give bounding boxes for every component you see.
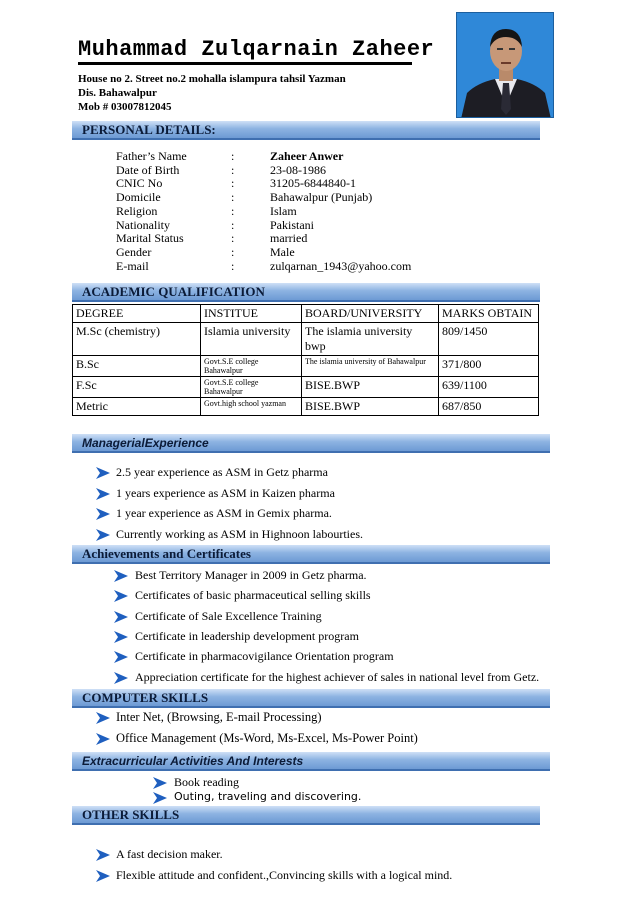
personal-detail-value: 23-08-1986 xyxy=(270,162,326,177)
bullet-arrow-icon xyxy=(96,528,110,540)
personal-detail-colon: : xyxy=(231,190,235,205)
table-cell: F.Sc xyxy=(73,377,201,398)
bullet-arrow-icon xyxy=(96,869,110,881)
person-portrait-icon xyxy=(457,13,554,118)
personal-detail-colon: : xyxy=(231,244,235,259)
list-item: 2.5 year experience as ASM in Getz pharma xyxy=(116,465,328,479)
list-item: Office Management (Ms-Word, Ms-Excel, Ms-Power Point) xyxy=(116,730,418,745)
personal-detail-value: married xyxy=(270,231,308,246)
name-underline xyxy=(78,62,412,65)
bullet-arrow-icon xyxy=(114,610,128,622)
list-item: Inter Net, (Browsing, E-mail Processing) xyxy=(116,710,322,724)
table-cell: Islamia university xyxy=(201,323,302,356)
bullet-arrow-icon xyxy=(114,569,128,581)
mobile-number: Mob # 03007812045 xyxy=(78,101,172,113)
table-cell: Govt.S.E college Bahawalpur xyxy=(201,356,302,377)
personal-detail-colon: : xyxy=(231,231,235,246)
table-row xyxy=(73,356,539,377)
table-header-cell: INSTITUE xyxy=(201,305,302,323)
personal-detail-value: Zaheer Anwer xyxy=(270,149,344,163)
list-item: Flexible attitude and confident.,Convincing skills with a logical mind. xyxy=(116,867,453,882)
personal-detail-colon: : xyxy=(231,258,235,273)
personal-detail-label: Date of Birth xyxy=(116,162,180,177)
table-cell: BISE.BWP xyxy=(302,398,439,416)
address-line-1: House no 2. Street no.2 mohalla islampura tahsil Yazman xyxy=(78,73,346,85)
bullet-arrow-icon xyxy=(96,466,110,478)
table-header-row xyxy=(73,305,539,323)
personal-detail-label: E-mail xyxy=(116,258,149,273)
section-header-academic: ACADEMIC QUALIFICATION xyxy=(72,283,540,302)
table-row xyxy=(73,323,539,356)
bullet-arrow-icon xyxy=(96,711,110,723)
table-cell: BISE.BWP xyxy=(302,377,439,398)
table-cell: Metric xyxy=(73,398,201,416)
section-header-computer: COMPUTER SKILLS xyxy=(72,689,550,708)
address-line-2: Dis. Bahawalpur xyxy=(78,87,157,99)
list-item: Best Territory Manager in 2009 in Getz pharma. xyxy=(135,568,367,582)
personal-detail-value: zulqarnan_1943@yahoo.com xyxy=(270,258,412,273)
personal-detail-value: Bahawalpur (Punjab) xyxy=(270,190,373,205)
section-header-achievements: Achievements and Certificates xyxy=(72,545,550,564)
personal-detail-value: Islam xyxy=(270,203,297,218)
list-item: 1 years experience as ASM in Kaizen pharma xyxy=(116,485,335,500)
table-cell: Govt.high school yazman xyxy=(201,398,302,416)
bullet-arrow-icon xyxy=(114,650,128,662)
table-cell: 371/800 xyxy=(439,356,539,377)
list-item: Book reading xyxy=(174,775,239,789)
personal-detail-label: CNIC No xyxy=(116,176,163,191)
table-header-cell: MARKS OBTAIN xyxy=(439,305,539,323)
bullet-arrow-icon xyxy=(153,776,167,788)
list-item: Appreciation certificate for the highest achiever of sales in national level from Getz. xyxy=(135,669,540,684)
list-item: Outing, traveling and discovering. xyxy=(174,789,362,803)
table-row xyxy=(73,398,539,416)
bullet-arrow-icon xyxy=(96,732,110,744)
table-cell: 639/1100 xyxy=(439,377,539,398)
personal-detail-colon: : xyxy=(231,217,235,232)
table-cell: B.Sc xyxy=(73,356,201,377)
personal-detail-colon: : xyxy=(231,149,235,163)
section-header-personal: PERSONAL DETAILS: xyxy=(72,121,540,140)
list-item: A fast decision maker. xyxy=(116,847,223,861)
personal-detail-value: 31205-6844840-1 xyxy=(270,176,356,191)
table-row xyxy=(73,377,539,398)
table-cell: The islamia university bwp xyxy=(302,323,439,356)
section-header-managerial: ManagerialExperience xyxy=(72,434,550,453)
list-item: 1 year experience as ASM in Gemix pharma. xyxy=(116,506,332,520)
table-cell: M.Sc (chemistry) xyxy=(73,323,201,356)
list-item: Certificate in leadership development program xyxy=(135,628,359,643)
personal-detail-label: Religion xyxy=(116,203,158,218)
list-item: Certificate of Sale Excellence Training xyxy=(135,608,322,623)
bullet-arrow-icon xyxy=(153,791,167,803)
profile-photo xyxy=(456,12,554,118)
personal-detail-colon: : xyxy=(231,162,235,177)
bullet-arrow-icon xyxy=(114,589,128,601)
section-header-extracurricular: Extracurricular Activities And Interests xyxy=(72,752,550,771)
personal-detail-label: Domicile xyxy=(116,190,161,205)
bullet-arrow-icon xyxy=(114,630,128,642)
bullet-arrow-icon xyxy=(96,487,110,499)
personal-detail-colon: : xyxy=(231,203,235,218)
bullet-arrow-icon xyxy=(96,507,110,519)
section-header-other: OTHER SKILLS xyxy=(72,806,540,825)
table-cell: 809/1450 xyxy=(439,323,539,356)
list-item: Certificates of basic pharmaceutical selling skills xyxy=(135,588,371,603)
candidate-name: Muhammad Zulqarnain Zaheer xyxy=(78,37,435,62)
list-item: Currently working as ASM in Highnoon labourties. xyxy=(116,526,363,541)
table-cell: Govt.S.E college Bahawalpur xyxy=(201,377,302,398)
table-header-cell: DEGREE xyxy=(73,305,201,323)
personal-detail-label: Nationality xyxy=(116,217,170,232)
personal-detail-label: Gender xyxy=(116,244,152,259)
personal-detail-label: Marital Status xyxy=(116,231,184,246)
personal-detail-value: Male xyxy=(270,244,295,259)
table-header-cell: BOARD/UNIVERSITY xyxy=(302,305,439,323)
list-item: Certificate in pharmacovigilance Orientation program xyxy=(135,649,394,664)
bullet-arrow-icon xyxy=(96,848,110,860)
personal-detail-label: Father’s Name xyxy=(116,149,187,163)
personal-detail-value: Pakistani xyxy=(270,217,314,232)
qualification-table xyxy=(72,304,539,416)
table-cell: 687/850 xyxy=(439,398,539,416)
table-cell: The islamia university of Bahawalpur xyxy=(302,356,439,377)
bullet-arrow-icon xyxy=(114,671,128,683)
personal-detail-colon: : xyxy=(231,176,235,191)
